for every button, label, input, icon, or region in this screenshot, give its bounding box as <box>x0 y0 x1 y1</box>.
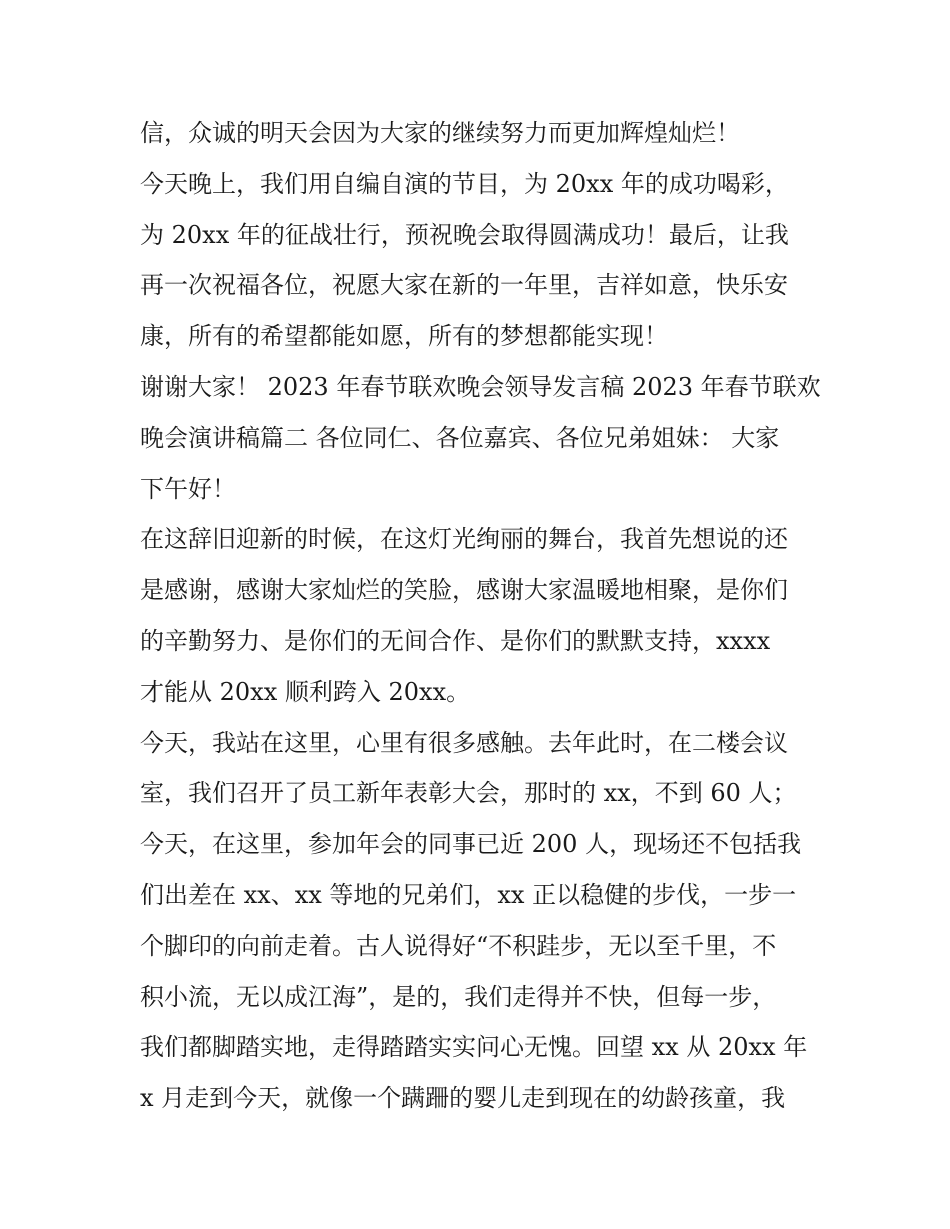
text-line: 才能从 20xx 顺利跨入 20xx。 <box>140 677 471 706</box>
text-line: 今天晚上，我们用自编自演的节目，为 20xx 年的成功喝彩， <box>140 169 789 198</box>
text-line: 今天，我站在这里，心里有很多感触。去年此时，在二楼会议 <box>140 728 788 757</box>
text-line: x 月走到今天，就像一个蹒跚的婴儿走到现在的幼龄孩童，我 <box>140 1084 786 1113</box>
text-line: 今天，在这里，参加年会的同事已近 200 人，现场还不包括我 <box>140 830 802 859</box>
text-line: 再一次祝福各位，祝愿大家在新的一年里，吉祥如意，快乐安 <box>140 271 788 300</box>
text-line: 个脚印的向前走着。古人说得好“不积跬步，无以至千里，不 <box>140 931 777 960</box>
text-line: 康，所有的希望都能如愿，所有的梦想都能实现！ <box>140 322 668 351</box>
text-line: 们出差在 xx、xx 等地的兄弟们，xx 正以稳健的步伐，一步一 <box>140 880 797 909</box>
text-line: 室，我们召开了员工新年表彰大会，那时的 xx，不到 60 人； <box>140 779 797 808</box>
text-line: 积小流，无以成江海”，是的，我们走得并不快，但每一步， <box>140 982 777 1011</box>
text-line: 信，众诚的明天会因为大家的继续努力而更加辉煌灿烂！ <box>140 119 740 147</box>
text-line: 为 20xx 年的征战壮行，预祝晚会取得圆满成功！最后，让我 <box>140 220 789 249</box>
text-line: 晚会演讲稿篇二 各位同仁、各位嘉宾、各位兄弟姐妹： 大家 <box>140 423 780 452</box>
document-body <box>140 108 820 1124</box>
text-line: 是感谢，感谢大家灿烂的笑脸，感谢大家温暖地相聚，是你们 <box>140 576 788 605</box>
text-line: 谢谢大家！ 2023 年春节联欢晚会领导发言稿 2023 年春节联欢 <box>140 372 821 401</box>
text-line: 下午好！ <box>140 474 236 503</box>
text-line: 在这辞旧迎新的时候，在这灯光绚丽的舞台，我首先想说的还 <box>140 525 788 554</box>
text-line: 的辛勤努力、是你们的无间合作、是你们的默默支持，xxxx <box>140 626 771 655</box>
text-line: 我们都脚踏实地，走得踏踏实实问心无愧。回望 xx 从 20xx 年 <box>140 1033 808 1062</box>
